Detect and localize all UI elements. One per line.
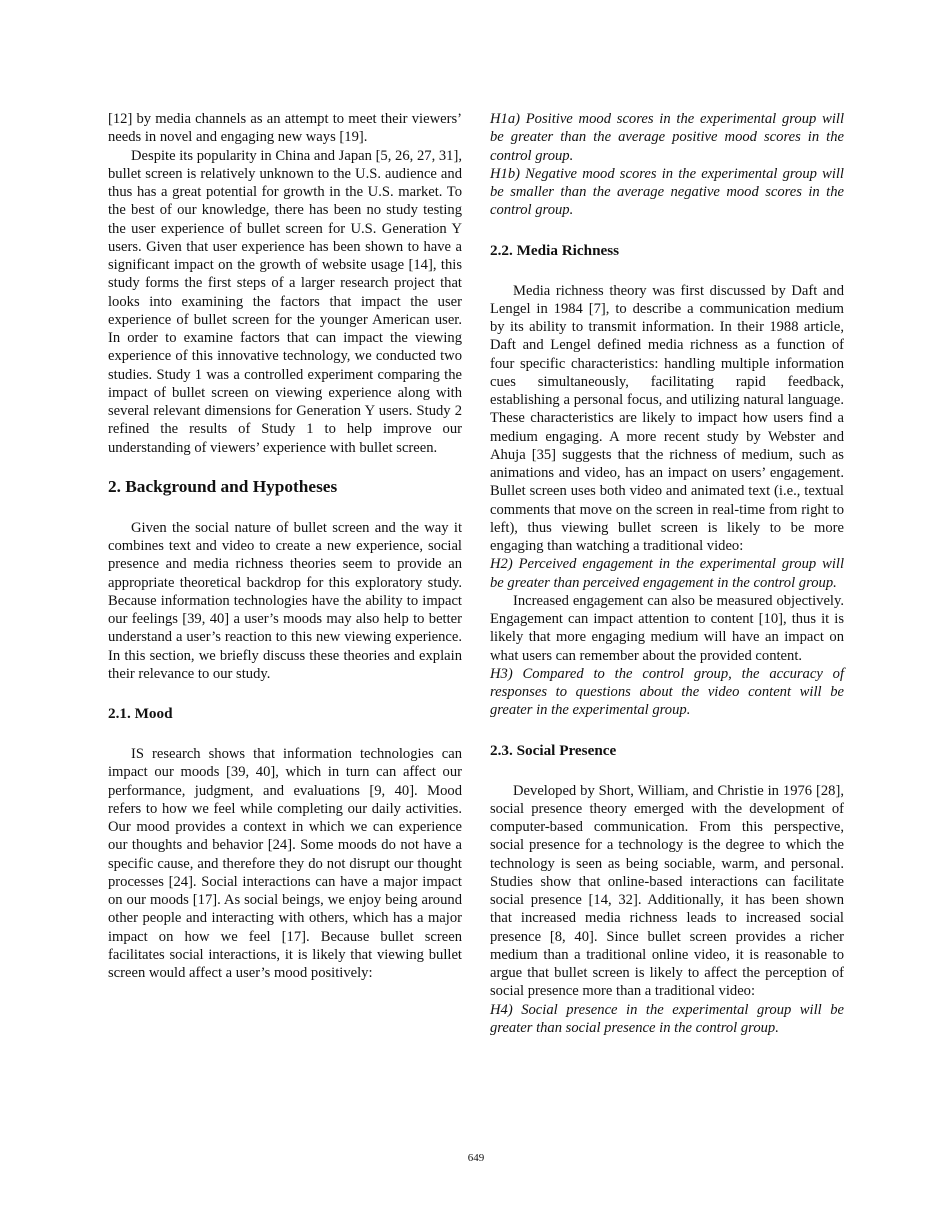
hypothesis-h1b: H1b) Negative mood scores in the experimental group will be smaller than the average negative mood scores in the control group. [490, 165, 844, 219]
hypothesis-h4: H4) Social presence in the experimental group will be greater than social presence in the control group. [490, 1001, 844, 1036]
hypothesis-h3: H3) Compared to the control group, the accuracy of responses to questions about the video content will be greater in the experimental group. [490, 665, 844, 719]
hypothesis-h1a: H1a) Positive mood scores in the experimental group will be greater than the average positive mood scores in the control group. [490, 111, 844, 164]
subsection-heading-social-presence: 2.3. Social Presence [490, 741, 617, 759]
paragraph-engagement: Increased engagement can also be measured objectively. Engagement can impact attention to content [10], thus it is likely that more engaging medium will have an impact on what users can remember about the provided content. [490, 592, 844, 664]
paragraph-background: Given the social nature of bullet screen and the way it combines text and video to create a new experience, social presence and media richness theories seem to provide an appropriate theoretical backdrop for this exploratory study. Because information technologies have the ability to impact our feelings [39, 40] a user’s moods may also help to better understand a user’s reaction to this new viewing experience. In this section, we briefly discuss these theories and explain their relevance to our study. [108, 519, 462, 682]
paragraph-media-richness: Media richness theory was first discussed by Daft and Lengel in 1984 [7], to describe a communication medium by its ability to transmit information. In their 1988 article, Daft and Lengel defined media richness as a function of four specific characteristics: handling multiple information cues simultaneously, facilitating rapid feedback, establishing a personal focus, and utilizing natural language. These characteristics are likely to impact how users find a medium engaging. A more recent study by Webster and Ahuja [35] suggests that the richness of medium, such as animations and video, has an impact on users’ engagement. Bullet screen uses both video and animated text (i.e., textual comments that move on the screen in real-time from right to left), thus viewing bullet screen is likely to be more engaging than watching a traditional video: [490, 282, 844, 554]
section-heading-background: 2. Background and Hypotheses [108, 476, 338, 496]
left-column [108, 110, 462, 982]
page-number: 649 [467, 1152, 485, 1164]
subsection-heading-media-richness: 2.2. Media Richness [490, 241, 620, 259]
paragraph-social-presence: Developed by Short, William, and Christie in 1976 [28], social presence theory emerged with the development of computer-based communication. From this perspective, social presence for a technology is the degree to which the technology is seen as being sociable, warm, and personal. Studies show that online-based interactions can facilitate social presence [14, 32]. Additionally, it has been shown that increased media richness leads to increased social presence [8, 40]. Since bullet screen provides a richer medium than a traditional online video, it is reasonable to argue that bullet screen is likely to affect the perception of social presence more than a traditional video: [490, 782, 844, 1000]
paragraph-intro-continued: [12] by media channels as an attempt to meet their viewers’ needs in novel and engaging new ways [19]. [108, 111, 462, 146]
subsection-heading-mood: 2.1. Mood [108, 705, 173, 722]
paragraph-popularity: Despite its popularity in China and Japan [5, 26, 27, 31], bullet screen is relatively unknown to the U.S. audience and thus has a great potential for growth in the U.S. market. To the best of our knowledge, there has been no study testing the user experience of bullet screen for U.S. Generation Y users. Given that user experience has been shown to have a significant impact on the growth of website usage [14], this study forms the first steps of a larger research project that looks into examining the factors that impact the user experience of bullet screen for the younger American user. In order to examine factors that can impact the viewing experience of this innovative technology, we conducted two studies. Study 1 was a controlled experiment comparing the impact of bullet screen on viewing experience along with several relevant dimensions for Generation Y users. Study 2 refined the results of Study 1 to help improve our understanding of viewers’ experience with bullet screen. [108, 147, 462, 456]
hypothesis-h2: H2) Perceived engagement in the experimental group will be greater than perceived engagement in the control group. [490, 556, 844, 591]
right-column [490, 110, 844, 1037]
paragraph-mood: IS research shows that information technologies can impact our moods [39, 40], which in turn can affect our performance, judgment, and evaluations [9, 40]. Mood refers to how we feel while completing our daily activities. Our mood provides a context in which we can experience our thoughts and behavior [24]. Some moods do not have a specific cause, and therefore they do not disrupt our thought processes [24]. Social interactions can have a major impact on our moods [17]. As social beings, we enjoy being around other people and interacting with others, which has a major impact on how we feel [17]. Because bullet screen facilitates social interactions, it is likely that viewing bullet screen would affect a user’s mood positively: [108, 746, 462, 981]
